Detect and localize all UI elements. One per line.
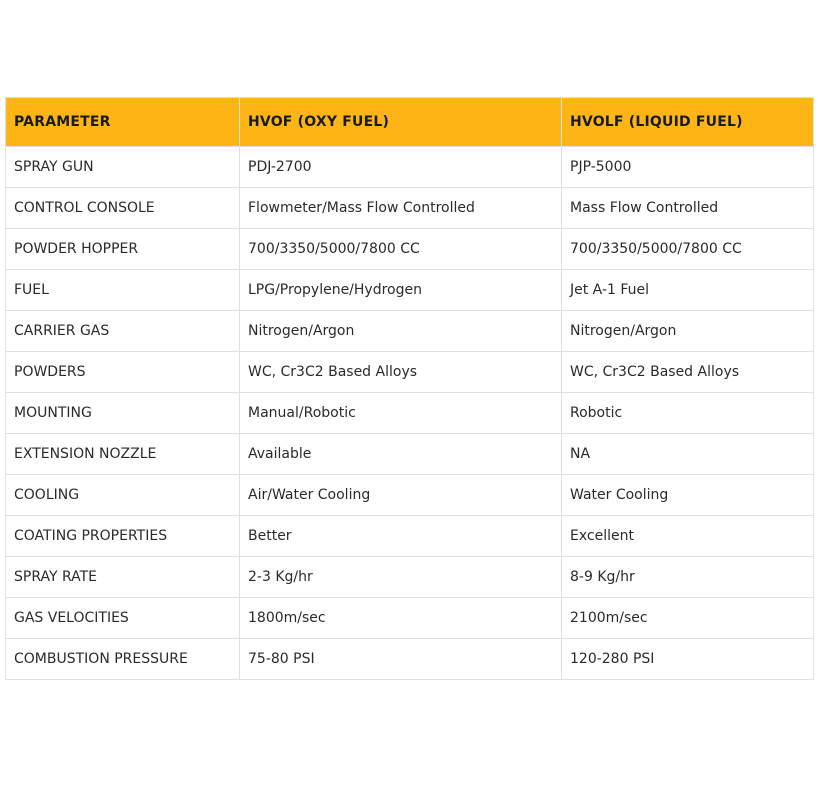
cell-hvof: 700/3350/5000/7800 CC [240, 229, 562, 270]
cell-hvof: 75-80 PSI [240, 639, 562, 680]
header-hvof-oxy-fuel: HVOF (OXY FUEL) [240, 98, 562, 147]
cell-hvolf: Excellent [562, 516, 814, 557]
comparison-table-container [5, 97, 813, 680]
cell-hvolf: PJP-5000 [562, 147, 814, 188]
cell-parameter: COATING PROPERTIES [6, 516, 240, 557]
cell-hvof: Air/Water Cooling [240, 475, 562, 516]
table-row [6, 516, 814, 557]
cell-hvolf: Robotic [562, 393, 814, 434]
cell-parameter: MOUNTING [6, 393, 240, 434]
cell-parameter: POWDER HOPPER [6, 229, 240, 270]
header-hvolf-liquid-fuel: HVOLF (LIQUID FUEL) [562, 98, 814, 147]
cell-parameter: CONTROL CONSOLE [6, 188, 240, 229]
cell-parameter: POWDERS [6, 352, 240, 393]
table-row [6, 475, 814, 516]
cell-parameter: COOLING [6, 475, 240, 516]
cell-hvolf: 2100m/sec [562, 598, 814, 639]
cell-hvof: Manual/Robotic [240, 393, 562, 434]
table-row [6, 393, 814, 434]
cell-hvof: LPG/Propylene/Hydrogen [240, 270, 562, 311]
cell-hvof: 1800m/sec [240, 598, 562, 639]
cell-parameter: SPRAY RATE [6, 557, 240, 598]
table-row [6, 598, 814, 639]
table-row [6, 188, 814, 229]
cell-parameter: COMBUSTION PRESSURE [6, 639, 240, 680]
cell-hvolf: Nitrogen/Argon [562, 311, 814, 352]
table-row [6, 270, 814, 311]
cell-hvolf: Water Cooling [562, 475, 814, 516]
table-row [6, 639, 814, 680]
cell-hvolf: NA [562, 434, 814, 475]
table-row [6, 229, 814, 270]
table-row [6, 147, 814, 188]
cell-parameter: FUEL [6, 270, 240, 311]
cell-hvolf: 700/3350/5000/7800 CC [562, 229, 814, 270]
table-row [6, 557, 814, 598]
cell-hvof: Nitrogen/Argon [240, 311, 562, 352]
cell-hvof: Flowmeter/Mass Flow Controlled [240, 188, 562, 229]
table-header-row [6, 98, 814, 147]
cell-parameter: EXTENSION NOZZLE [6, 434, 240, 475]
cell-hvof: PDJ-2700 [240, 147, 562, 188]
cell-hvof: 2-3 Kg/hr [240, 557, 562, 598]
cell-hvolf: Jet A-1 Fuel [562, 270, 814, 311]
cell-hvolf: 8-9 Kg/hr [562, 557, 814, 598]
cell-hvolf: Mass Flow Controlled [562, 188, 814, 229]
cell-parameter: CARRIER GAS [6, 311, 240, 352]
table-row [6, 311, 814, 352]
cell-hvolf: 120-280 PSI [562, 639, 814, 680]
comparison-table [5, 97, 814, 680]
cell-hvof: Better [240, 516, 562, 557]
header-parameter: PARAMETER [6, 98, 240, 147]
cell-hvof: WC, Cr3C2 Based Alloys [240, 352, 562, 393]
cell-parameter: SPRAY GUN [6, 147, 240, 188]
cell-hvof: Available [240, 434, 562, 475]
cell-hvolf: WC, Cr3C2 Based Alloys [562, 352, 814, 393]
table-row [6, 352, 814, 393]
cell-parameter: GAS VELOCITIES [6, 598, 240, 639]
table-row [6, 434, 814, 475]
